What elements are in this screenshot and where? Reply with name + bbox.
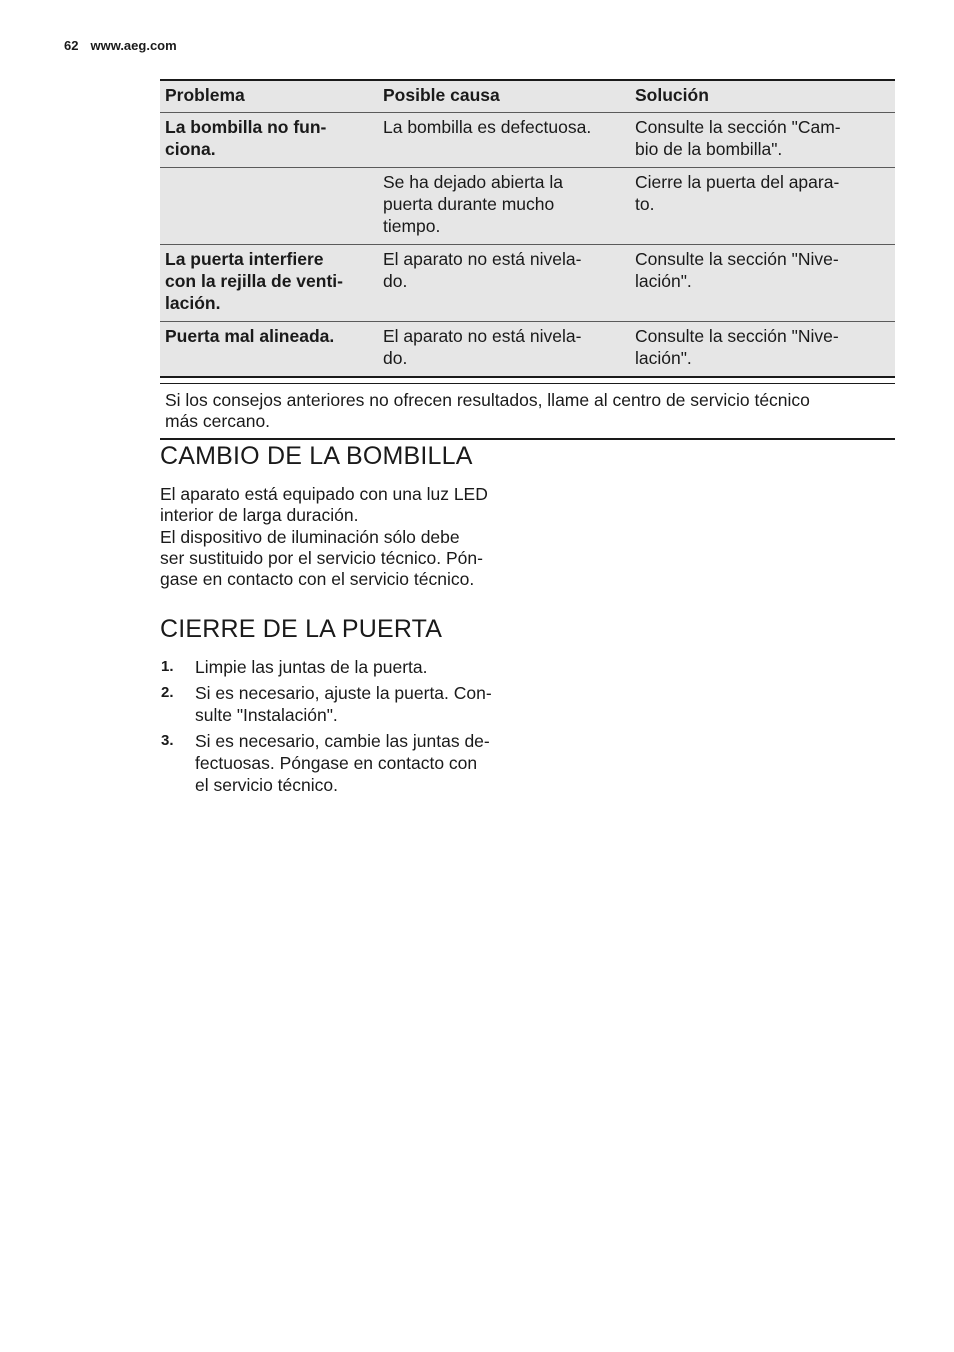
header-solucion: Solución [630,80,895,113]
solution-cell: Cierre la puerta del apara- to. [630,168,895,245]
header-problema: Problema [160,80,378,113]
step-text: Limpie las juntas de la puerta. [195,657,428,677]
troubleshooting-table [160,79,895,378]
cause-cell: El aparato no está nivela- do. [378,245,630,322]
service-note: Si los consejos anteriores no ofrecen resultados, llame al centro de servicio técnico más cercano. [160,383,895,440]
solution-cell: Consulte la sección "Cam- bio de la bombilla". [630,113,895,168]
step-text: Si es necesario, cambie las juntas de- fectuosas. Póngase en contacto con el servicio técnico. [195,731,490,795]
step-text: Si es necesario, ajuste la puerta. Con- sulte "Instalación". [195,683,492,725]
problem-cell: Puerta mal alineada. [160,322,378,378]
solution-cell: Consulte la sección "Nive- lación". [630,245,895,322]
table-row [160,322,895,378]
header-posible-causa: Posible causa [378,80,630,113]
problem-cell: La puerta interfiere con la rejilla de venti- lación. [160,245,378,322]
cause-cell: El aparato no está nivela- do. [378,322,630,378]
table-header-row [160,80,895,113]
cause-cell: Se ha dejado abierta la puerta durante mucho tiempo. [378,168,630,245]
page-number: 62 [64,38,79,53]
step-number: 2. [161,684,174,701]
site-url: www.aeg.com [90,38,177,53]
bombilla-paragraph-2: El dispositivo de iluminación sólo debe ser sustituido por el servicio técnico. Pón- gase en contacto con el servicio técnico. [160,526,483,590]
page-header [64,38,177,53]
step-number: 1. [161,658,174,675]
steps-list [160,656,520,800]
list-item [160,730,520,796]
table-row [160,168,895,245]
problem-cell [160,168,378,245]
list-item [160,656,520,678]
solution-cell: Consulte la sección "Nive- lación". [630,322,895,378]
table-row [160,113,895,168]
section-title-puerta: CIERRE DE LA PUERTA [160,615,443,643]
section-title-bombilla: CAMBIO DE LA BOMBILLA [160,442,473,470]
bombilla-paragraph-1: El aparato está equipado con una luz LED interior de larga duración. [160,484,488,526]
list-item [160,682,520,726]
step-number: 3. [161,732,174,749]
cause-cell: La bombilla es defectuosa. [378,113,630,168]
problem-cell: La bombilla no fun- ciona. [160,113,378,168]
bombilla-text [160,484,520,590]
table-row [160,245,895,322]
